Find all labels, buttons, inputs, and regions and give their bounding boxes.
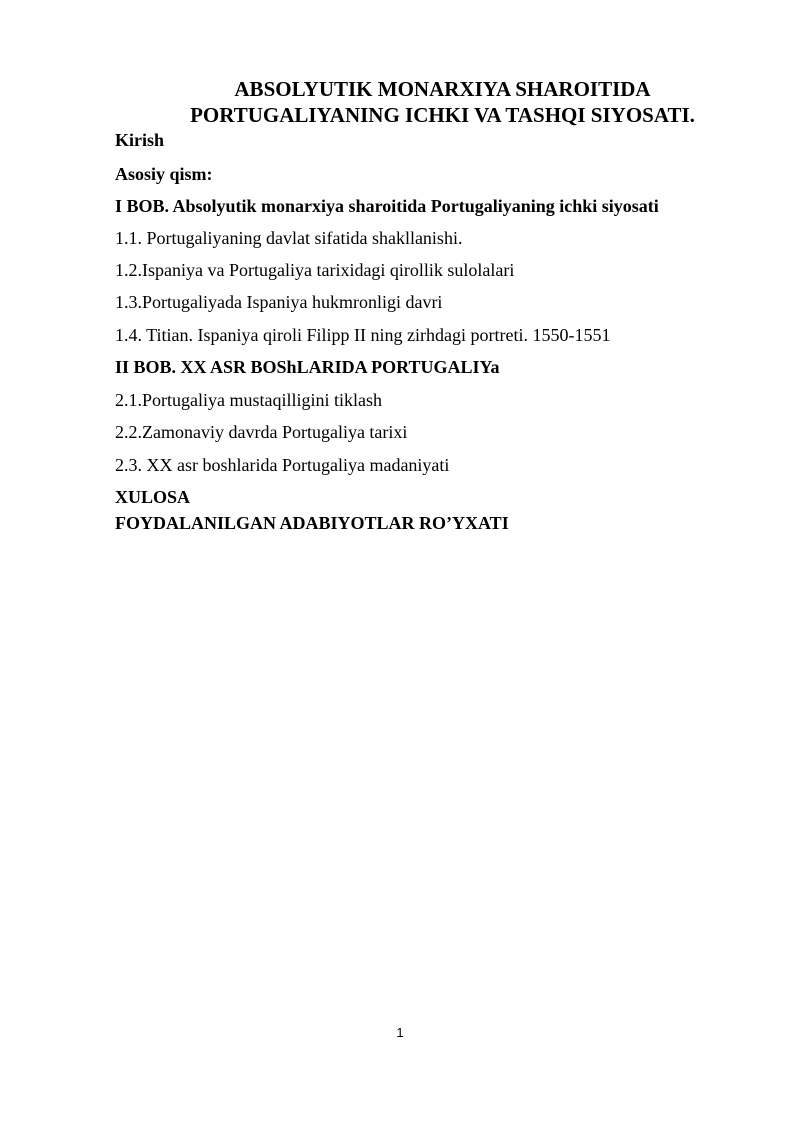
document-title <box>115 76 770 128</box>
toc-item-chapter-1: I BOB. Absolyutik monarxiya sharoitida Portugaliyaning ichki siyosati <box>115 196 659 216</box>
toc-item-section-1-4: 1.4. Titian. Ispaniya qiroli Filipp II ning zirhdagi portreti. 1550-1551 <box>115 325 611 345</box>
toc-item-section-2-3: 2.3. XX asr boshlarida Portugaliya madaniyati <box>115 455 450 475</box>
page-number: 1 <box>396 1025 404 1040</box>
toc-item-chapter-2: II BOB. XX ASR BOShLARIDA PORTUGALIYa <box>115 357 500 377</box>
toc-item-section-1-3: 1.3.Portugaliyada Ispaniya hukmronligi davri <box>115 292 443 312</box>
toc-item-section-2-2: 2.2.Zamonaviy davrda Portugaliya tarixi <box>115 422 408 442</box>
toc-item-section-1-2: 1.2.Ispaniya va Portugaliya tarixidagi qirollik sulolalari <box>115 260 515 280</box>
toc-item-section-2-1: 2.1.Portugaliya mustaqilligini tiklash <box>115 390 382 410</box>
title-line-1: ABSOLYUTIK MONARXIYA SHAROITIDA <box>234 77 651 101</box>
toc-item-section-1-1: 1.1. Portugaliyaning davlat sifatida shakllanishi. <box>115 228 463 248</box>
toc-item-asosiy-qism: Asosiy qism: <box>115 164 213 184</box>
title-line-2: PORTUGALIYANING ICHKI VA TASHQI SIYOSATI. <box>190 103 695 127</box>
toc-item-xulosa: XULOSA <box>115 487 191 507</box>
toc-item-bibliography: FOYDALANILGAN ADABIYOTLAR RO’YXATI <box>115 513 509 533</box>
toc-item-kirish: Kirish <box>115 130 165 150</box>
